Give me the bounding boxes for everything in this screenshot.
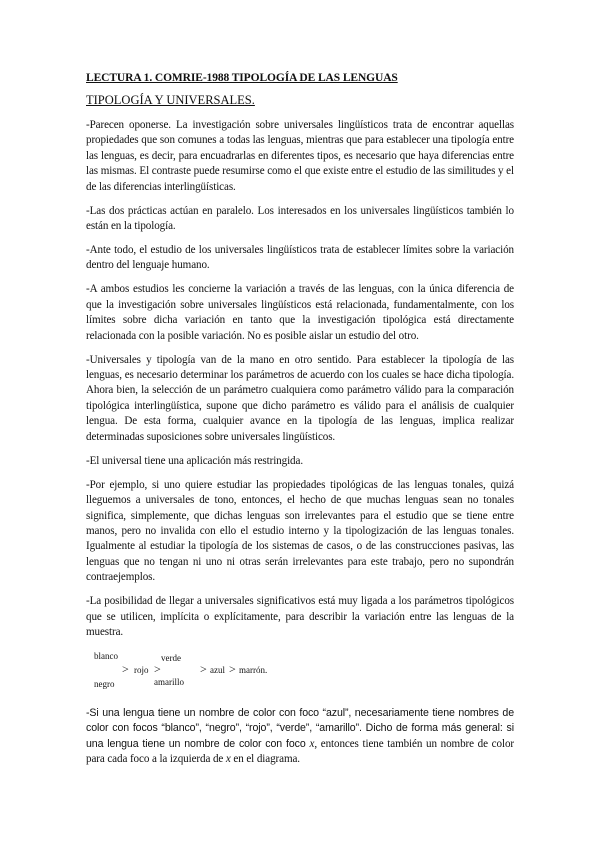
- paragraph-text: , entonces tiene también un nombre de color para cada foco a la izquierda de: [86, 737, 514, 766]
- document-body: [86, 72, 514, 776]
- paragraph-text: en el diagrama.: [230, 753, 300, 766]
- diagram-greater-than: >: [122, 661, 129, 676]
- diagram-term-blanco: blanco: [94, 650, 118, 661]
- paragraph: -Universales y tipología van de la mano en otro sentido. Para establecer la tipología de las lenguas, es necesario determinar los parámetros de acuerdo con los cuales se hace dicha tipología. Ahora bien, la selección de un parámetro cualquiera como parámetro válido para la comparación tipológica interlingüística, supone que dicho parámetro es válido para el análisis de cualquier lengua. De esta forma, cualquier avance en la tipología de las lenguas, implica realizar determinadas suposiciones sobre universales lingüísticos.: [86, 353, 514, 443]
- section-heading: TIPOLOGÍA Y UNIVERSALES.: [86, 93, 255, 107]
- diagram-term-negro: negro: [94, 678, 115, 689]
- diagram-term-marron: marrón.: [239, 664, 268, 675]
- diagram-greater-than: >: [200, 661, 207, 676]
- paragraph: -Parecen oponerse. La investigación sobre universales lingüísticos trata de encontrar aquellas propiedades que son comunes a todas las lenguas, mientras que para establecer una tipología entre las lenguas, es decir, para encuadrarlas en diferentes tipos, es necesario que haya diferencias entre las mismas. El contraste puede resumirse como el que existe entre el estudio de las similitudes y el de las diferencias interlingüísticas.: [86, 119, 514, 193]
- variable-x: x: [309, 737, 315, 750]
- diagram-term-verde: verde: [161, 652, 181, 663]
- diagram-greater-than: >: [229, 661, 236, 676]
- paragraph: [86, 706, 514, 768]
- paragraph: -El universal tiene una aplicación más restringida.: [86, 454, 304, 467]
- color-hierarchy-diagram: [86, 649, 514, 697]
- paragraph: -Las dos prácticas actúan en paralelo. Los interesados en los universales lingüísticos también lo están en la tipología.: [86, 204, 514, 233]
- diagram-term-azul: azul: [210, 664, 225, 675]
- diagram-term-amarillo: amarillo: [154, 676, 184, 687]
- paragraph: -A ambos estudios les concierne la variación a través de las lenguas, con la única diferencia de que la investigación sobre universales lingüísticos está relacionada, fundamentalmente, con los límites sobre dicha variación en tanto que la investigación tipológica está directamente relacionada con la posible variación. No es posible aislar un estudio del otro.: [86, 283, 514, 342]
- diagram-term-rojo: rojo: [134, 664, 149, 675]
- variable-x: x: [225, 753, 231, 766]
- paragraph: -Por ejemplo, si uno quiere estudiar las propiedades tipológicas de las lenguas tonales, quizá lleguemos a universales de tono, entonces, el hecho de que muchas lenguas sean no tonales significa, simplemente, que dichas lenguas son irrelevantes para el estudio que se tiene entre manos, pero no invalida con ello el estudio interno y la tipologización de las lenguas tonales. Igualmente al estudiar la tipología de los sistemas de casos, o de las construcciones pasivas, las lenguas que no tengan ni uno ni otras serán irrelevantes para este trabajo, pero no supondrán contraejemplos.: [86, 478, 514, 584]
- diagram-greater-than: >: [154, 661, 161, 676]
- paragraph-text: -Si una lengua tiene un nombre de color con foco “azul”, necesariamente tiene nombres de color con focos “blanco”, “negro”, “rojo”, “verde”, “amarillo”. Dicho de forma más general: si una lengua tiene un nombre de color con foco: [86, 706, 514, 750]
- document-title: LECTURA 1. COMRIE-1988 TIPOLOGÍA DE LAS LENGUAS: [86, 72, 398, 84]
- paragraph: -Ante todo, el estudio de los universales lingüísticos trata de establecer límites sobre la variación dentro del lenguaje humano.: [86, 244, 514, 272]
- paragraph: -La posibilidad de llegar a universales significativos está muy ligada a los parámetros tipológicos que se utilicen, implícita o explícitamente, para describir la variación entre las lenguas de la muestra.: [86, 595, 514, 638]
